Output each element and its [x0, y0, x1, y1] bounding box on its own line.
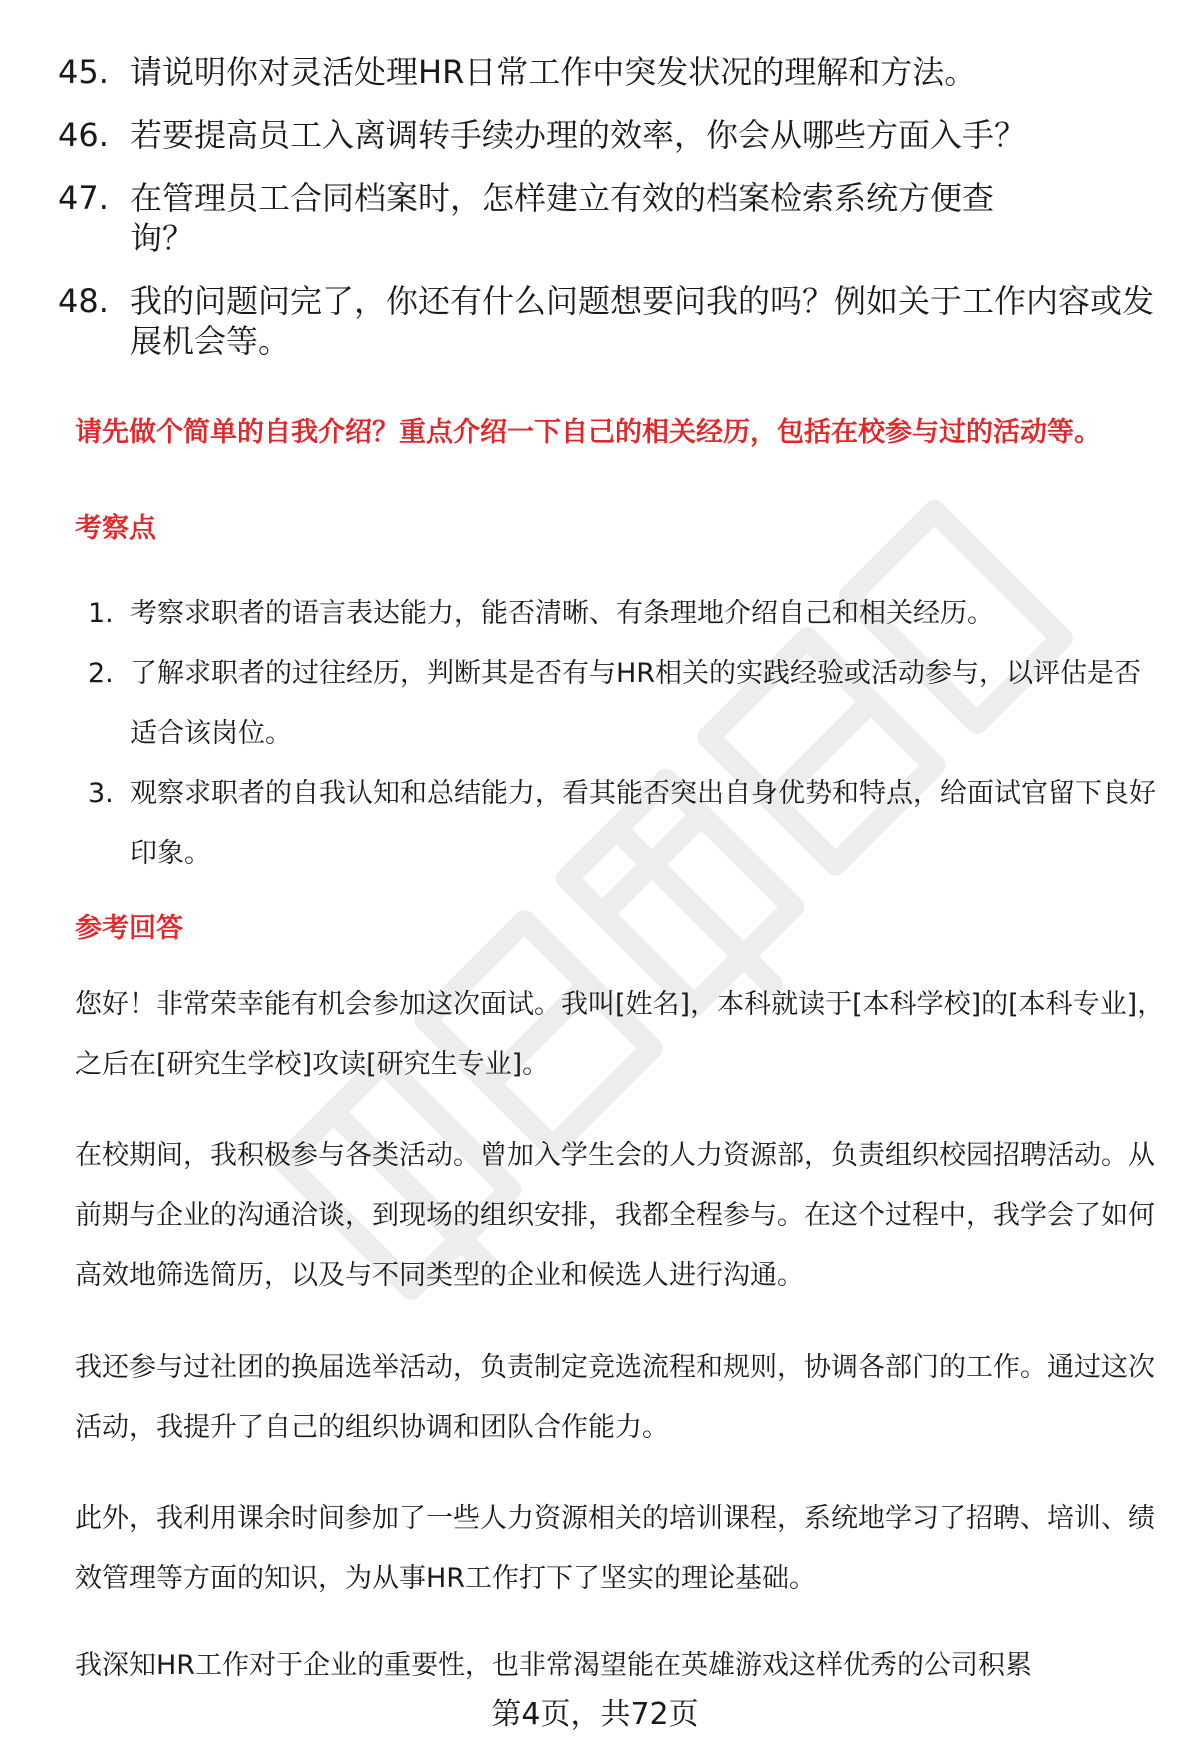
- list-item: [58, 178, 1158, 258]
- points-list: [88, 584, 1168, 884]
- point-number: 1.: [88, 598, 114, 629]
- answer-heading: 参考回答: [75, 913, 183, 944]
- question-number: 46.: [58, 116, 109, 154]
- question-number: 48.: [58, 282, 109, 320]
- list-item: [88, 764, 1168, 884]
- question-number: 45.: [58, 53, 109, 91]
- point-number: 2.: [88, 658, 114, 689]
- page-number: 第4页，共72页: [491, 1697, 699, 1732]
- answer-paragraph: 您好！非常荣幸能有机会参加这次面试。我叫[姓名]，本科就读于[本科学校]的[本科专业]，之后在[研究生学校]攻读[研究生专业]。: [75, 989, 1165, 1080]
- list-item: [58, 115, 1158, 155]
- answer-paragraph: 在校期间，我积极参与各类活动。曾加入学生会的人力资源部，负责组织校园招聘活动。从前期与企业的沟通洽谈，到现场的组织安排，我都全程参与。在这个过程中，我学会了如何高效地筛选简历，以及与不同类型的企业和候选人进行沟通。: [75, 1140, 1155, 1291]
- point-text: 考察求职者的语言表达能力，能否清晰、有条理地介绍自己和相关经历。: [130, 598, 994, 629]
- answer-paragraph: 我还参与过社团的换届选举活动，负责制定竞选流程和规则，协调各部门的工作。通过这次活动，我提升了自己的组织协调和团队合作能力。: [75, 1352, 1155, 1443]
- question-text: 我的问题问完了，你还有什么问题想要问我的吗？例如关于工作内容或发展机会等。: [130, 282, 1155, 360]
- list-item: [88, 644, 1168, 764]
- point-number: 3.: [88, 778, 114, 809]
- answer-paragraph: 此外，我利用课余时间参加了一些人力资源相关的培训课程，系统地学习了招聘、培训、绩效管理等方面的知识，为从事HR工作打下了坚实的理论基础。: [75, 1503, 1155, 1594]
- answer-paragraph: 我深知HR工作对于企业的重要性，也非常渴望能在英雄游戏这样优秀的公司积累: [75, 1650, 1033, 1681]
- point-text: 观察求职者的自我认知和总结能力，看其能否突出自身优势和特点，给面试官留下良好印象。: [130, 778, 1156, 869]
- question-text: 若要提高员工入离调转手续办理的效率，你会从哪些方面入手？: [130, 116, 1027, 154]
- list-item: [58, 52, 1158, 92]
- section-title: 请先做个简单的自我介绍？重点介绍一下自己的相关经历，包括在校参与过的活动等。: [75, 417, 1101, 448]
- point-text: 了解求职者的过往经历，判断其是否有与HR相关的实践经验或活动参与，以评估是否适合该岗位。: [130, 658, 1142, 749]
- question-text: 在管理员工合同档案时，怎样建立有效的档案检索系统方便查询？: [130, 179, 995, 257]
- question-text: 请说明你对灵活处理HR日常工作中突发状况的理解和方法。: [130, 53, 977, 91]
- question-number: 47.: [58, 179, 109, 217]
- list-item: [58, 281, 1158, 361]
- question-list: [58, 52, 1158, 384]
- points-heading: 考察点: [75, 513, 156, 544]
- list-item: [88, 584, 1168, 644]
